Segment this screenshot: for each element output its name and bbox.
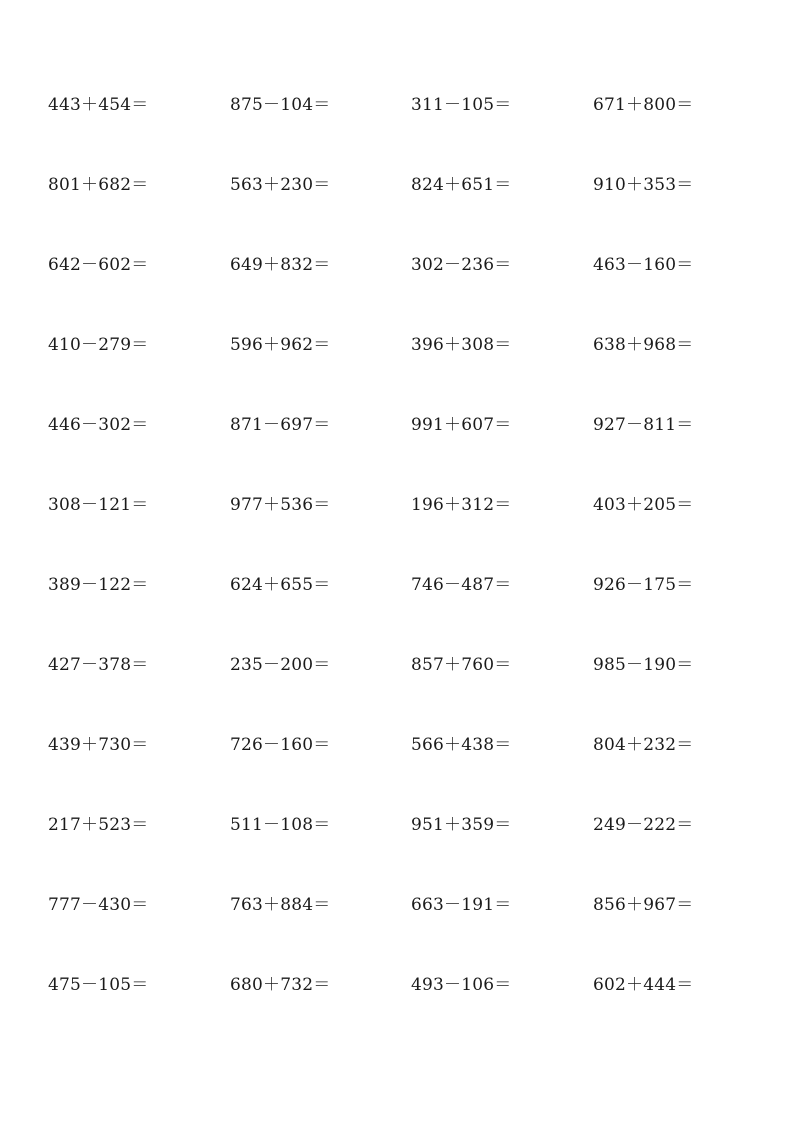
problem: 649＋832＝ xyxy=(230,255,331,275)
problem: 663－191＝ xyxy=(411,895,512,915)
problem: 824＋651＝ xyxy=(411,175,512,195)
problem: 638＋968＝ xyxy=(593,335,694,355)
problem: 311－105＝ xyxy=(411,95,512,115)
problem: 985－190＝ xyxy=(593,655,694,675)
problem: 511－108＝ xyxy=(230,815,331,835)
problem: 403＋205＝ xyxy=(593,495,694,515)
problem: 804＋232＝ xyxy=(593,735,694,755)
problem: 463－160＝ xyxy=(593,255,694,275)
problem: 977＋536＝ xyxy=(230,495,331,515)
problem: 926－175＝ xyxy=(593,575,694,595)
problem-grid xyxy=(48,92,774,1052)
problem: 746－487＝ xyxy=(411,575,512,595)
problem: 563＋230＝ xyxy=(230,175,331,195)
problem: 910＋353＝ xyxy=(593,175,694,195)
problem: 801＋682＝ xyxy=(48,175,149,195)
problem: 410－279＝ xyxy=(48,335,149,355)
problem: 624＋655＝ xyxy=(230,575,331,595)
problem: 235－200＝ xyxy=(230,655,331,675)
problem: 475－105＝ xyxy=(48,975,149,995)
problem: 446－302＝ xyxy=(48,415,149,435)
problem: 427－378＝ xyxy=(48,655,149,675)
problem: 642－602＝ xyxy=(48,255,149,275)
problem: 396＋308＝ xyxy=(411,335,512,355)
problem: 927－811＝ xyxy=(593,415,694,435)
problem: 493－106＝ xyxy=(411,975,512,995)
problem: 856＋967＝ xyxy=(593,895,694,915)
problem: 439＋730＝ xyxy=(48,735,149,755)
problem: 875－104＝ xyxy=(230,95,331,115)
problem: 196＋312＝ xyxy=(411,495,512,515)
problem: 308－121＝ xyxy=(48,495,149,515)
problem: 249－222＝ xyxy=(593,815,694,835)
problem: 991＋607＝ xyxy=(411,415,512,435)
problem: 671＋800＝ xyxy=(593,95,694,115)
problem: 443＋454＝ xyxy=(48,95,149,115)
problem: 389－122＝ xyxy=(48,575,149,595)
problem: 726－160＝ xyxy=(230,735,331,755)
problem: 217＋523＝ xyxy=(48,815,149,835)
problem: 680＋732＝ xyxy=(230,975,331,995)
problem: 302－236＝ xyxy=(411,255,512,275)
problem: 602＋444＝ xyxy=(593,975,694,995)
problem: 763＋884＝ xyxy=(230,895,331,915)
problem: 596＋962＝ xyxy=(230,335,331,355)
problem: 857＋760＝ xyxy=(411,655,512,675)
problem: 871－697＝ xyxy=(230,415,331,435)
problem: 777－430＝ xyxy=(48,895,149,915)
problem: 566＋438＝ xyxy=(411,735,512,755)
problem: 951＋359＝ xyxy=(411,815,512,835)
